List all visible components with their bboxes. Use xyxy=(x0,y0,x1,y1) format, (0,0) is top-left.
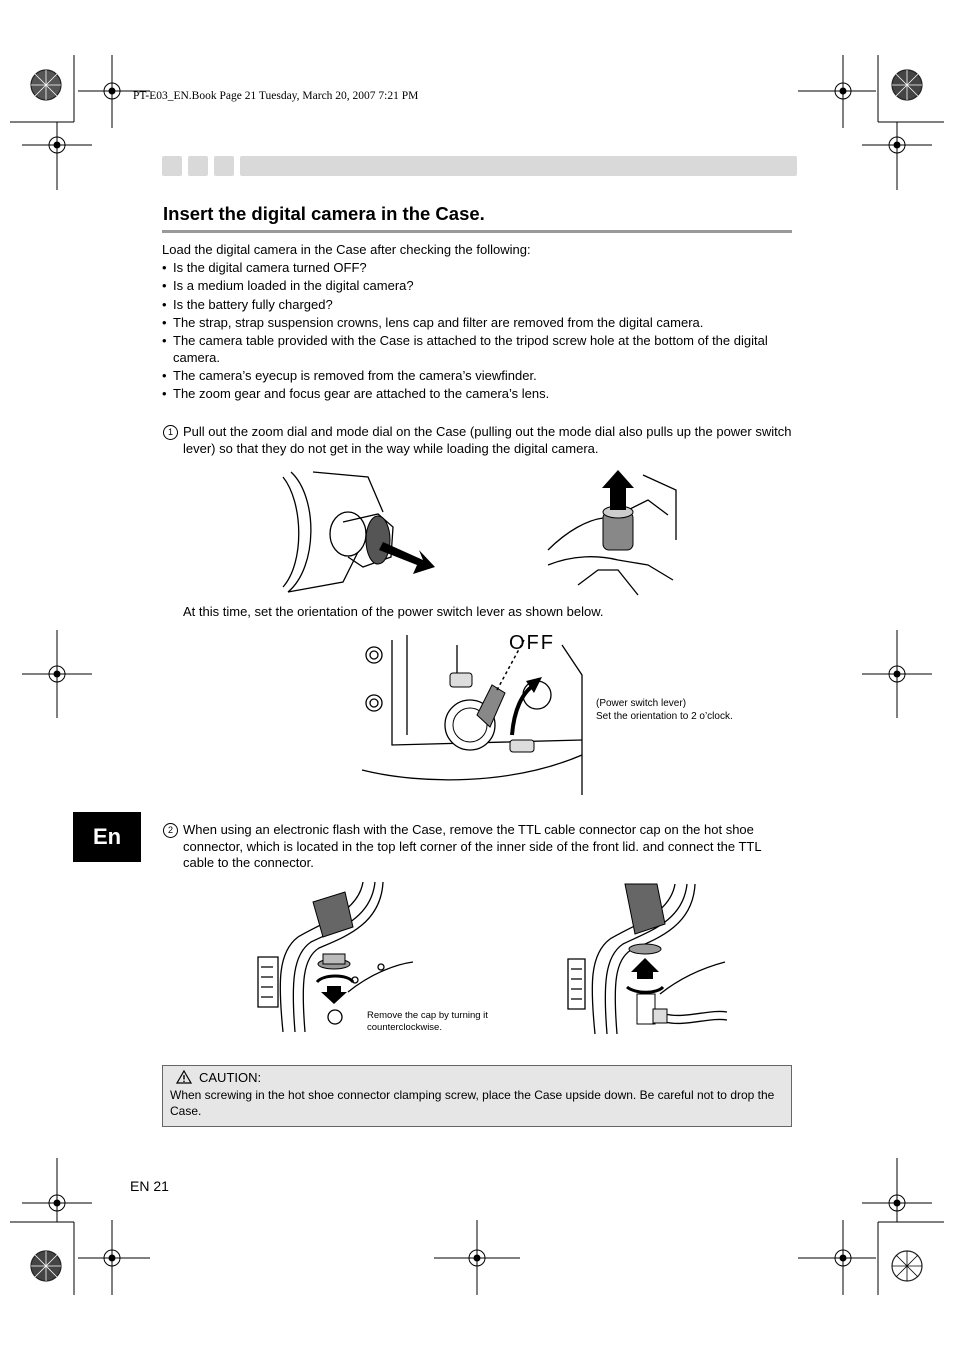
warning-icon xyxy=(176,1070,192,1084)
lever-caption-line: (Power switch lever) xyxy=(596,698,687,709)
title-underline xyxy=(162,230,792,233)
orientation-note: At this time, set the orientation of the power switch lever as shown below. xyxy=(183,604,604,619)
mode-dial-illustration xyxy=(548,470,678,595)
cap-caption-line: Remove the cap by turning it xyxy=(367,1010,488,1021)
caution-heading: CAUTION: xyxy=(199,1070,262,1085)
list-item: • The camera table provided with the Case is attached to the tripod screw hole at the bottom of the digital camera. xyxy=(162,333,792,366)
list-item: • Is the battery fully charged? xyxy=(162,297,792,314)
ttl-cable-illustration xyxy=(565,884,727,1039)
cap-caption-line: counterclockwise. xyxy=(367,1022,442,1033)
list-item: • Is a medium loaded in the digital camera? xyxy=(162,278,792,295)
off-label: OFF xyxy=(509,632,555,654)
chapter-tab-bar-fill xyxy=(240,156,797,176)
step-text: Pull out the zoom dial and mode dial on the Case (pulling out the mode dial also pulls up the power switch lever) so that they do not get in the way while loading the digital camera. xyxy=(183,424,792,456)
lever-caption-line: Set the orientation to 2 o’clock. xyxy=(596,711,733,722)
chapter-tab-block xyxy=(162,156,182,176)
step-text: When using an electronic flash with the Case, remove the TTL cable connector cap on the hot shoe connector, which is located in the top left corner of the inner side of the front lid. and connect the TTL cable to the connector. xyxy=(183,822,762,870)
book-header-line: PT-E03_EN.Book Page 21 Tuesday, March 20, 2007 7:21 PM xyxy=(133,90,419,102)
power-switch-illustration xyxy=(362,632,588,795)
step-2 xyxy=(163,822,793,872)
chapter-tab-block xyxy=(214,156,234,176)
lever-caption xyxy=(596,697,733,723)
list-item: • The zoom gear and focus gear are attached to the camera’s lens. xyxy=(162,386,792,403)
section-title: Insert the digital camera in the Case. xyxy=(163,203,485,224)
list-item: • The camera’s eyecup is removed from the camera’s viewfinder. xyxy=(162,368,792,385)
chapter-tab-block xyxy=(188,156,208,176)
step-number: 1 xyxy=(163,425,178,440)
list-item: • Is the digital camera turned OFF? xyxy=(162,260,792,277)
list-item: • The strap, strap suspension crowns, lens cap and filter are removed from the digital camera. xyxy=(162,315,792,332)
checklist xyxy=(162,260,792,405)
chapter-tab-bar xyxy=(162,156,797,176)
intro-text: Load the digital camera in the Case after checking the following: xyxy=(162,242,531,257)
caution-text: When screwing in the hot shoe connector clamping screw, place the Case upside down. Be careful not to drop the Case. xyxy=(170,1088,775,1118)
cap-caption xyxy=(367,1010,488,1034)
zoom-dial-illustration xyxy=(283,472,443,597)
step-number: 2 xyxy=(163,823,178,838)
page-number: EN 21 xyxy=(130,1178,169,1194)
language-tab: En xyxy=(73,812,141,862)
step-1 xyxy=(163,424,793,457)
